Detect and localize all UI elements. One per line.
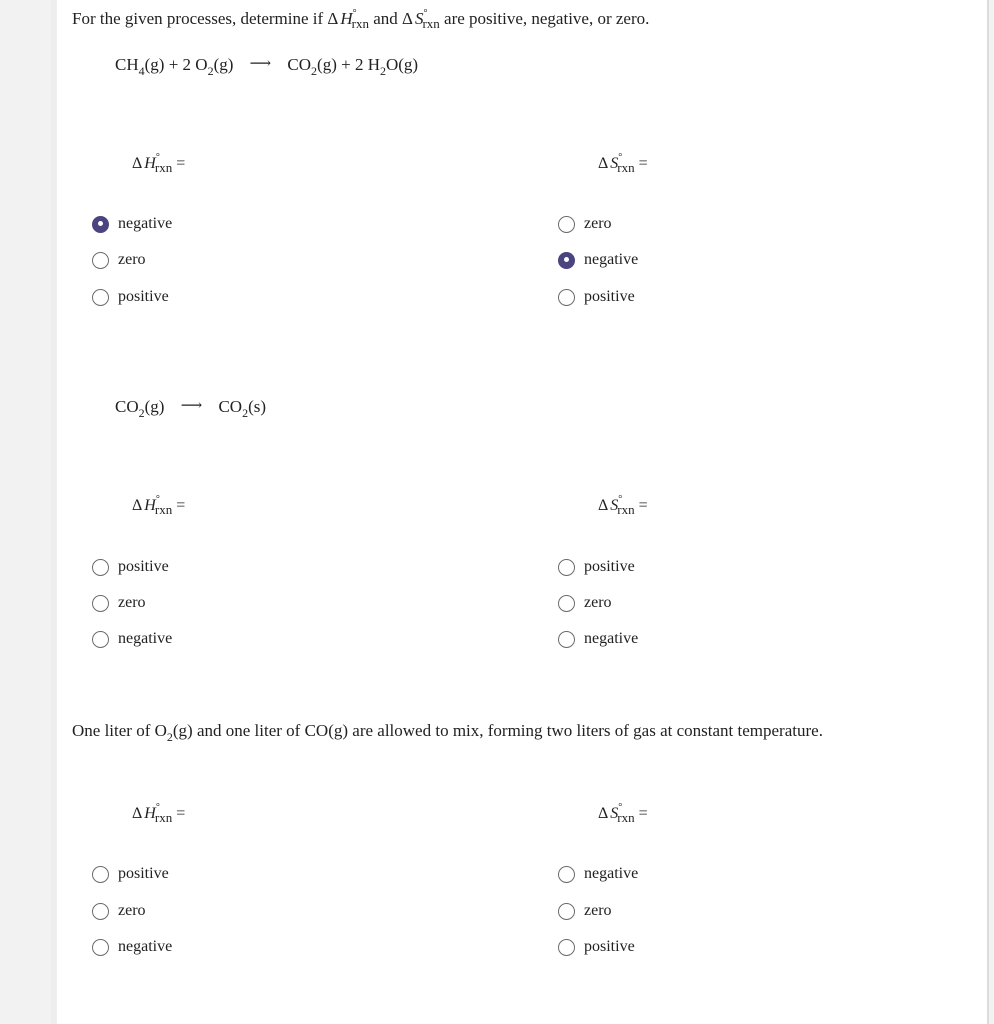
radio-icon[interactable] [558, 631, 575, 648]
dh-label-1: Δ $H^\circ_{rxn}$ = [132, 152, 186, 175]
radio-icon[interactable] [558, 595, 575, 612]
radio-icon[interactable] [558, 939, 575, 956]
ds-label-2: Δ $S^\circ_{rxn}$ = [598, 494, 648, 517]
radio-icon[interactable] [558, 866, 575, 883]
reaction-arrow: ⟶ [249, 56, 272, 72]
ds-label-1: Δ $S^\circ_{rxn}$ = [598, 152, 648, 175]
degree-symbol: ° [423, 8, 428, 19]
ds-label-3: Δ $S^\circ_{rxn}$ = [598, 802, 648, 825]
dh1-option-negative[interactable]: negative [92, 212, 172, 236]
delta-symbol: Δ [402, 9, 413, 28]
instruction-and: and [373, 9, 398, 28]
radio-icon[interactable] [92, 289, 109, 306]
dh2-option-negative[interactable]: negative [92, 627, 172, 651]
enthalpy-symbol: H [340, 9, 353, 28]
radio-icon[interactable] [92, 252, 109, 269]
dh1-option-positive[interactable]: positive [92, 285, 169, 309]
radio-selected-icon[interactable] [558, 252, 575, 269]
ds2-option-positive[interactable]: positive [558, 555, 635, 579]
question-panel [51, 0, 989, 1024]
dh2-option-positive[interactable]: positive [92, 555, 169, 579]
equation-2: $CO_2(g)$ ⟶ $CO_2(s)$ [115, 397, 267, 420]
ds3-option-zero[interactable]: zero [558, 899, 612, 923]
instruction-suffix: are positive, negative, or zero. [444, 9, 650, 28]
ds1-option-negative[interactable]: negative [558, 248, 638, 272]
radio-icon[interactable] [558, 216, 575, 233]
dh1-option-zero[interactable]: zero [92, 248, 146, 272]
instruction-prefix: For the given processes, determine if [72, 9, 324, 28]
radio-icon[interactable] [92, 939, 109, 956]
reaction-arrow: ⟶ [180, 398, 203, 414]
dh3-option-zero[interactable]: zero [92, 899, 146, 923]
instructions [72, 9, 649, 29]
dh3-option-positive[interactable]: positive [92, 862, 169, 886]
equation-1: $CH_4(g) + 2$ $O_2(g)$ ⟶ $CO_2(g) + 2$ $H_2O(g)$ [115, 55, 419, 78]
ds3-option-positive[interactable]: positive [558, 935, 635, 959]
rxn-subscript: rxn [422, 16, 440, 31]
rxn-subscript: rxn [351, 16, 369, 31]
degree-symbol: ° [352, 8, 357, 19]
ds3-option-negative[interactable]: negative [558, 862, 638, 886]
statement-3: One liter of $O_2(g)$ and one liter of CO(g) are allowed to mix, forming two liters of gas at constant temperature. [72, 721, 823, 744]
dh-label-2: Δ $H^\circ_{rxn}$ = [132, 494, 186, 517]
radio-icon[interactable] [92, 631, 109, 648]
radio-icon[interactable] [558, 903, 575, 920]
delta-symbol: Δ [327, 9, 339, 28]
dh-label-3: Δ $H^\circ_{rxn}$ = [132, 802, 186, 825]
radio-icon[interactable] [558, 289, 575, 306]
radio-icon[interactable] [92, 903, 109, 920]
ds2-option-zero[interactable]: zero [558, 591, 612, 615]
radio-icon[interactable] [92, 595, 109, 612]
ds1-option-zero[interactable]: zero [558, 212, 612, 236]
radio-selected-icon[interactable] [92, 216, 109, 233]
radio-icon[interactable] [558, 559, 575, 576]
ds1-option-positive[interactable]: positive [558, 285, 635, 309]
ds2-option-negative[interactable]: negative [558, 627, 638, 651]
radio-icon[interactable] [92, 559, 109, 576]
entropy-symbol: S [414, 9, 424, 28]
radio-icon[interactable] [92, 866, 109, 883]
dh3-option-negative[interactable]: negative [92, 935, 172, 959]
dh2-option-zero[interactable]: zero [92, 591, 146, 615]
